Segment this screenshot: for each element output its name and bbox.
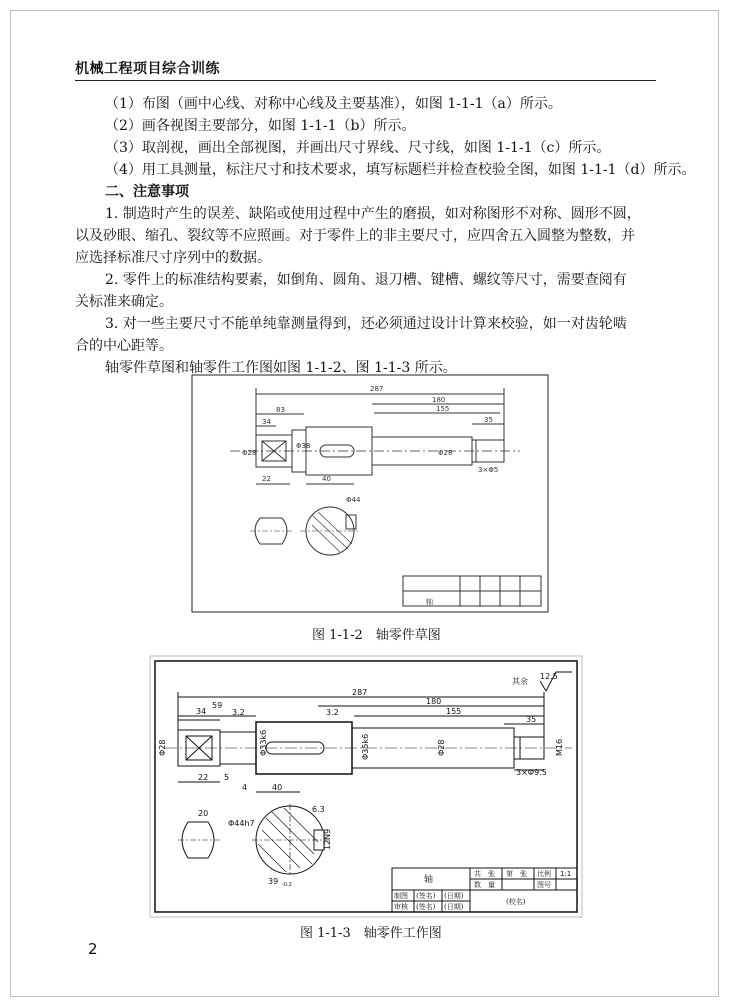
dim-section-d: Φ44: [346, 496, 361, 504]
dim-sec-d: Φ44h7: [228, 819, 255, 828]
dim-d-end: Φ28: [158, 739, 167, 756]
dim-left1: 59: [212, 701, 223, 710]
note-line: 合的中心距等。: [75, 338, 173, 354]
section-title: 二、注意事项: [105, 184, 189, 200]
tb-school: (校名): [506, 898, 526, 906]
dim-overall: 287: [370, 385, 384, 393]
dim-chamfer: 3×Φ5: [478, 466, 499, 474]
tb-cell: (日期): [444, 892, 464, 900]
dim-left2: 34: [262, 418, 271, 426]
roughness-3: 6.3: [312, 805, 325, 814]
note-line: 轴零件草图和轴零件工作图如图 1-1-2、图 1-1-3 所示。: [105, 360, 457, 376]
dim-thread-size: M16: [555, 738, 564, 756]
dim-d-collar: Φ38: [296, 442, 311, 450]
step-3: （3）取剖视，画出全部视图，并画出尺寸界线、尺寸线，如图 1-1-1（c）所示。: [105, 140, 611, 156]
running-header: 机械工程项目综合训练: [75, 61, 220, 77]
dim-key-tol: -0.2: [282, 882, 292, 888]
tb-cell: 审核: [394, 903, 408, 911]
figure-caption-drawing: 图 1-1-3 轴零件工作图: [300, 926, 442, 941]
dim-right: 180: [426, 697, 442, 706]
dim-sec-width: 20: [198, 809, 209, 818]
page-number: 2: [88, 940, 98, 958]
tb-cell: 图号: [537, 881, 551, 889]
tb-cell: 第 张: [506, 870, 527, 878]
dim-w2: 40: [272, 783, 283, 792]
figure-caption-sketch: 图 1-1-2 轴零件草图: [312, 628, 441, 643]
dim-d-collar: Φ33k6: [259, 729, 268, 756]
note-line: 3. 对一些主要尺寸不能单纯靠测量得到，还必须通过设计计算来校验，如一对齿轮啮: [105, 316, 627, 332]
note-line: 关标准来确定。: [75, 294, 173, 310]
dim-mid: 155: [436, 405, 450, 413]
dim-d-shaft: Φ28: [438, 449, 453, 457]
roughness-value: 12.5: [540, 672, 558, 681]
step-2: （2）画各视图主要部分，如图 1-1-1（b）所示。: [105, 118, 416, 134]
note-line: 2. 零件上的标准结构要素，如倒角、圆角、退刀槽、键槽、螺纹等尺寸，需要查阅有: [105, 272, 627, 288]
note-line: 应选择标准尺寸序列中的数据。: [75, 250, 271, 266]
note-line: 1. 制造时产生的误差、缺陷或使用过程中产生的磨损，如对称图形不对称、圆形不圆，: [105, 206, 641, 222]
tb-cell: 制图: [394, 892, 408, 900]
note-line: 以及砂眼、缩孔、裂纹等不应照画。对于零件上的非主要尺寸，应四舍五入圆整为整数，并: [75, 228, 635, 244]
dim-right: 180: [432, 396, 446, 404]
roughness-1: 3.2: [232, 708, 245, 717]
dim-overall: 287: [352, 688, 368, 697]
roughness-2: 3.2: [326, 708, 339, 717]
dim-undercut: 3×Φ9.5: [516, 768, 547, 777]
dim-left1: 83: [276, 406, 285, 414]
dim-w-small2: 4: [242, 783, 248, 792]
dim-w2: 40: [322, 475, 331, 483]
step-4: （4）用工具测量，标注尺寸和技术要求，填写标题栏并检查校验全图，如图 1-1-1（d）所示。: [105, 162, 696, 178]
tb-cell: (签名): [416, 892, 436, 900]
dim-d-mid: Φ35k6: [361, 733, 370, 760]
dim-w1: 22: [262, 475, 271, 483]
dim-d-shaft: Φ28: [437, 739, 446, 756]
tb-cell: 数 量: [474, 881, 495, 889]
dim-thread: 35: [484, 416, 493, 424]
dim-d-end: Φ28: [242, 449, 257, 457]
tb-cell: 1:1: [560, 870, 572, 878]
tb-cell: (日期): [444, 903, 464, 911]
roughness-note: 其余: [512, 677, 528, 686]
dim-left2: 34: [196, 707, 207, 716]
title-block-name: 轴: [424, 875, 434, 885]
dim-w1: 22: [198, 773, 209, 782]
dim-w-small: 5: [224, 773, 230, 782]
dim-key-width: 12N9: [323, 828, 332, 850]
dim-mid: 155: [446, 707, 462, 716]
tb-cell: 比例: [537, 870, 551, 878]
step-1: （1）布图（画中心线、对称中心线及主要基准），如图 1-1-1（a）所示。: [105, 96, 562, 112]
dim-key-depth: 39: [268, 877, 279, 886]
tb-cell: (签名): [416, 903, 436, 911]
dim-thread: 35: [526, 715, 537, 724]
tb-cell: 共 张: [474, 870, 495, 878]
sketch-title-name: 轴: [426, 598, 433, 606]
